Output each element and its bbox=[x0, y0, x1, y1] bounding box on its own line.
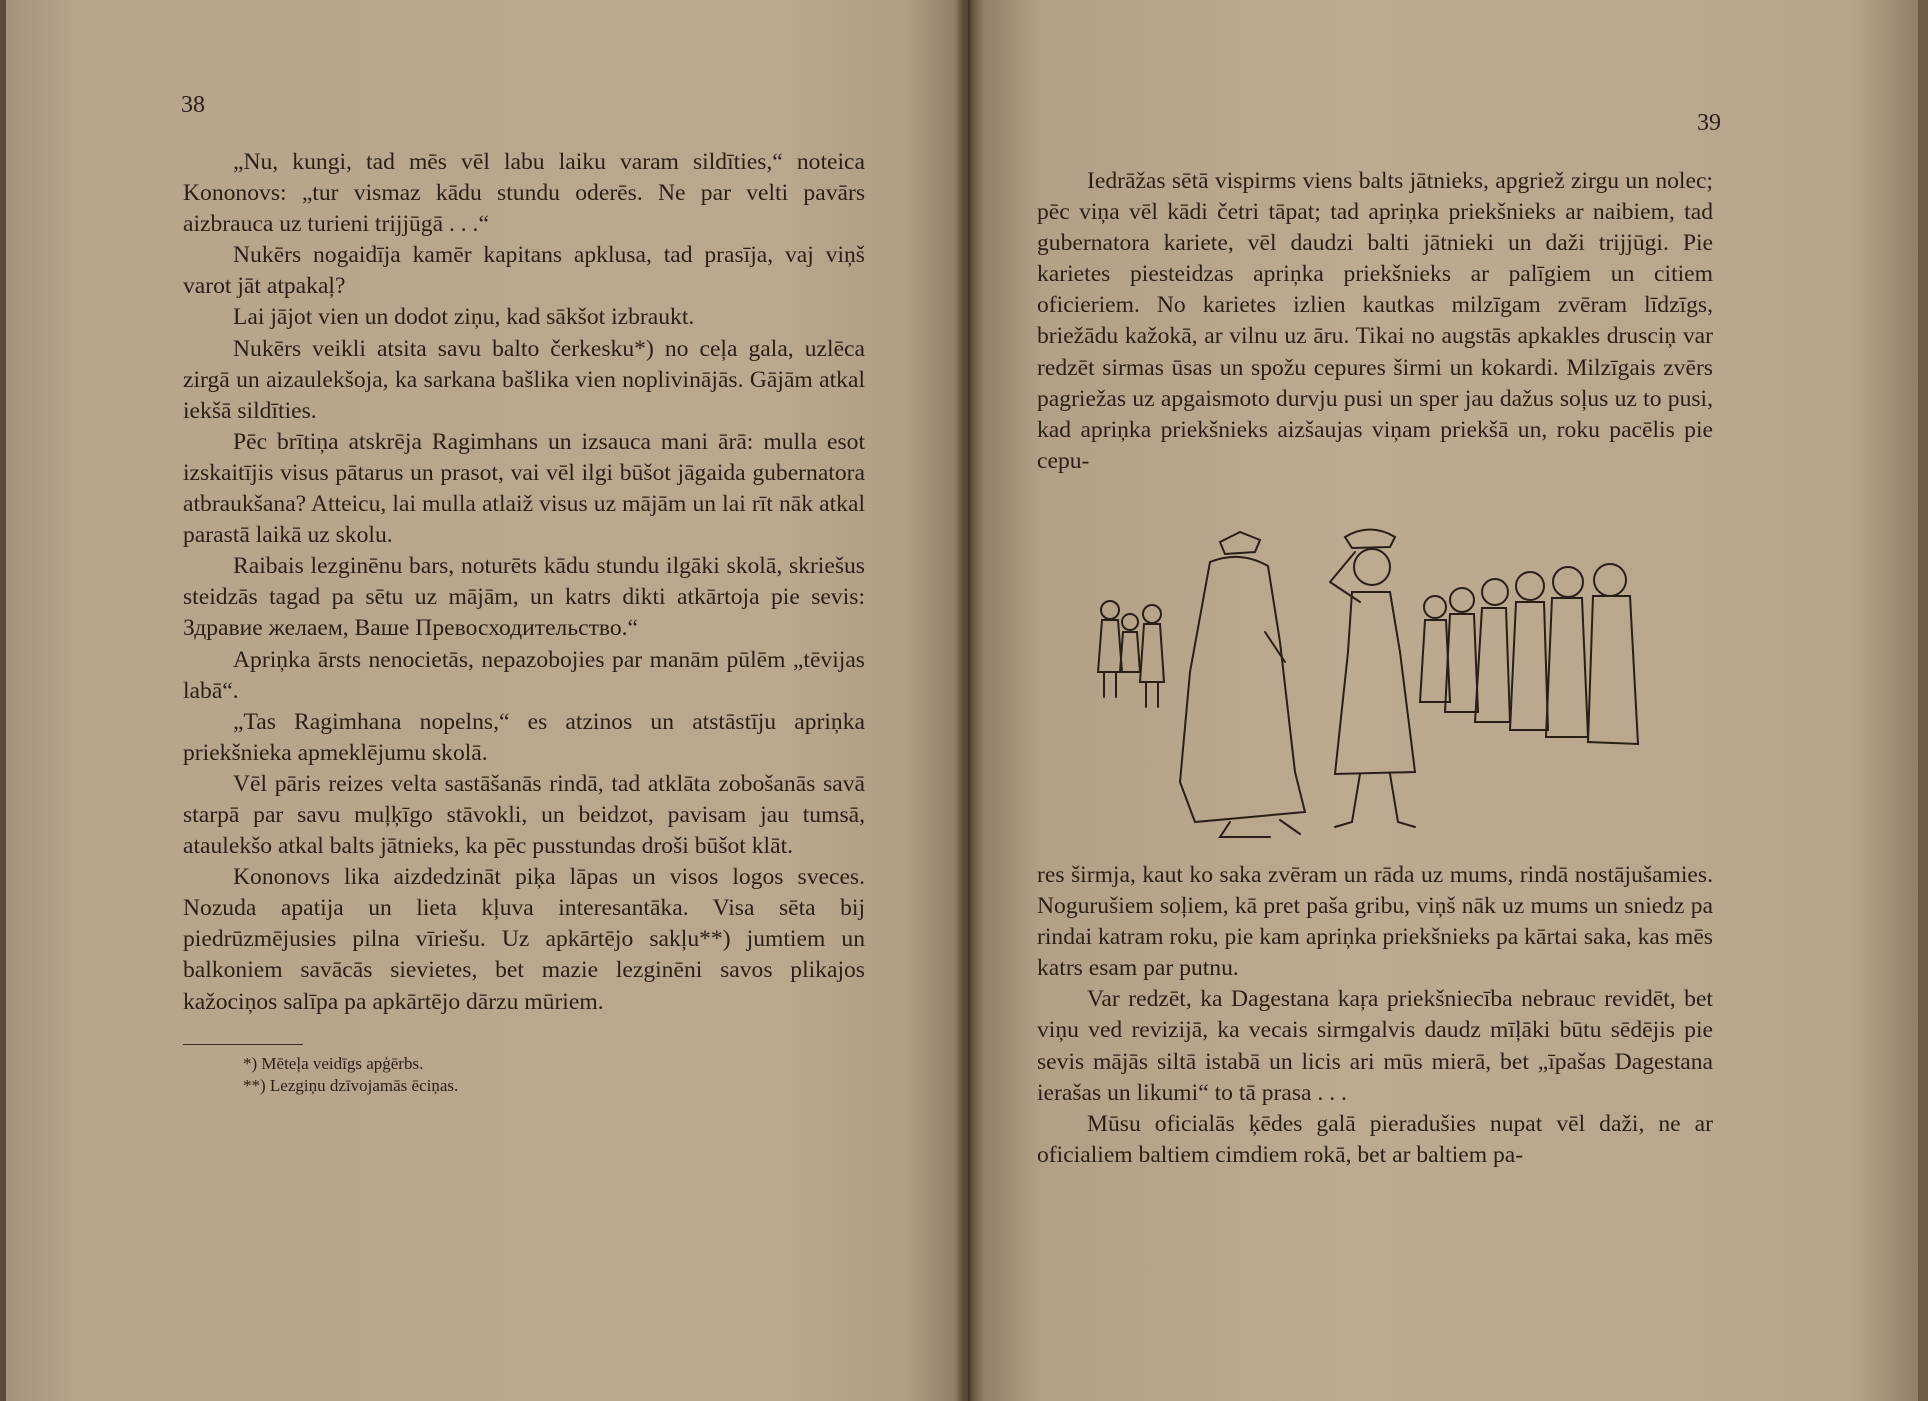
paragraph: Iedrāžas sētā vispirms viens balts jātnieks, apgriež zirgu un nolec; pēc viņa vēl kādi četri tāpat; tad apriņka priekšnieks ar naibiem, tad gubernatora kariete, vēl daudzi balti jātnieki un daži trijjūgi. Pie karietes piesteidzas apriņka priekšnieks ar palīgiem un citiem oficieriem. No karietes izlien kautkas milzīgam zvēram līdzīgs, briežādu kažokā, ar vilnu uz āru. Tikai no augstās apkakles drusciņ var redzēt sirmas ūsas un spožu cepures širmi un kokardi. Milzīgais zvērs pagriežas uz apgaismoto durvju pusi un sper jau dažus soļus uz to pusi, kad apriņka priekšnieks aizšaujas viņam priekšā un, roku pacēlis pie cepu- bbox=[1037, 168, 1713, 474]
footnote: **) Lezgiņu dzīvojamās ēciņas. bbox=[243, 1075, 459, 1095]
children-figures bbox=[1098, 601, 1164, 707]
saluting-officer bbox=[1330, 530, 1415, 828]
general-figure bbox=[1180, 532, 1305, 837]
footnote: *) Mēteļa veidīgs apģērbs. bbox=[243, 1053, 424, 1073]
paragraph: Lai jājot vien un dodot ziņu, kad sākšot izbraukt. bbox=[233, 304, 695, 331]
paragraph: res širmja, kaut ko saka zvēram un rāda uz mums, rindā nostājušamies. Nogurušiem soļiem, kā pret paša gribu, viņš nāk uz mums un sniedz pa rindai katram roku, pie kam apriņka priekšnieks pa kārtai saka, kas mēs katrs esam par putnu. bbox=[1037, 862, 1713, 982]
paragraph: Nukērs nogaidīja kamēr kapitans apklusa, tad prasīja, vaj viņš varot jāt atpakaļ? bbox=[183, 242, 865, 300]
paragraph: Raibais lezginēnu bars, noturēts kādu stundu ilgāki skolā, skriešus steidzās tagad pa sētu uz mājām, un katrs dikti atkārtoja pie sevis: Здравие желаем, Ваше Превосходительство.“ bbox=[183, 553, 865, 642]
right-page-text-bottom bbox=[1037, 860, 1713, 1171]
paragraph: Pēc brītiņa atskrēja Ragimhans un izsauca mani ārā: mulla esot izskaitījis visus pātarus un prasot, vai vēl ilgi būšot jāgaida gubernatora atbraukšana? Atteicu, lai mulla atlaiž visus uz mājām un lai rīt nāk atkal parastā laikā uz skolu. bbox=[183, 428, 865, 549]
book-edge-left bbox=[0, 0, 6, 1401]
paragraph: Mūsu oficialās ķēdes galā pieradušies nupat vēl daži, ne ar oficialiem baltiem cimdiem rokā, bet ar baltiem pa- bbox=[1037, 1110, 1713, 1168]
right-page-text-top bbox=[1037, 166, 1713, 477]
page-number-right: 39 bbox=[1697, 110, 1721, 136]
left-page-text bbox=[183, 147, 865, 1018]
paragraph: Var redzēt, ka Dagestana kaŗa priekšniecība nebrauc revidēt, bet viņu ved revizijā, ka vecais sirmgalvis daudz mīļāki būtu sēdējis pie sevis mājās siltā istabā un licis ari mūs mierā, bet „īpašas Dagestana ierašas un likumi“ to tā prasa . . . bbox=[1037, 986, 1713, 1106]
right-page-bottom bbox=[1037, 860, 1713, 1171]
paragraph: Nukērs veikli atsita savu balto čerkesku*) no ceļa gala, uzlēca zirgā un aizaulekšoja, ka sarkana bašlika vien noplivinājās. Gājām atkal iekšā sildīties. bbox=[183, 335, 865, 424]
footnote-rule bbox=[183, 1044, 303, 1045]
footnotes bbox=[183, 1053, 865, 1097]
officers-row bbox=[1420, 564, 1638, 744]
paragraph: „Nu, kungi, tad mēs vēl labu laiku varam sildīties,“ noteica Kononovs: „tur vismaz kādu stundu oderēs. Ne par velti pavārs aizbrauca uz turieni trijjūgā . . .“ bbox=[183, 149, 865, 238]
paragraph: Kononovs lika aizdedzināt piķa lāpas un visos logos sveces. Nozuda apatija un lieta kļuva interesantāka. Visa sēta bij piedrūzmējusies pilna vīriešu. Uz apkārtējo sakļu**) jumtiem un balkoniem savācās sievietes, bet mazie lezginēni savos plikajos kažociņos salīpa pa apkārtējo dārzu mūriem. bbox=[183, 864, 865, 1015]
right-page-top bbox=[1037, 166, 1713, 477]
left-page bbox=[183, 147, 865, 1097]
page-number-left: 38 bbox=[181, 92, 205, 118]
book-gutter bbox=[955, 0, 983, 1401]
book-edge-right bbox=[1918, 0, 1928, 1401]
paragraph: „Tas Ragimhana nopelns,“ es atzinos un atstāstīju apriņka priekšnieka apmeklējumu skolā. bbox=[183, 708, 865, 766]
paragraph: Apriņka ārsts nenocietās, nepazobojies par manām pūlēm „tēvijas labā“. bbox=[183, 646, 865, 704]
illustration-officers bbox=[1090, 522, 1670, 840]
paragraph: Vēl pāris reizes velta sastāšanās rindā, tad atklāta zobošanās savā starpā par savu muļķīgo stāvokli, un beidzot, pavisam jau tumsā, ataulekšo atkal balts jātnieks, ka pēc pusstundas droši būšot klāt. bbox=[183, 770, 865, 860]
